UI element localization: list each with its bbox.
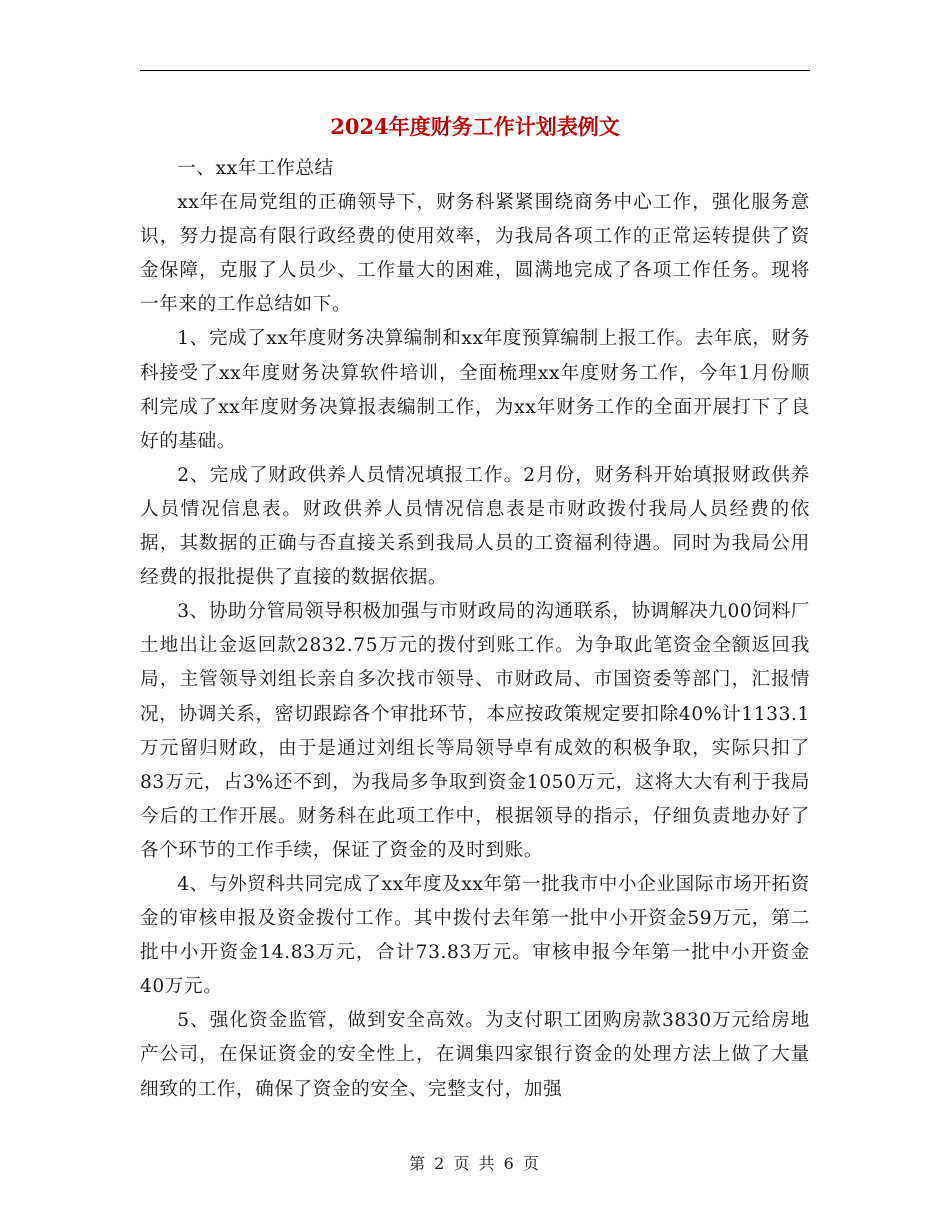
section-heading: 一、xx年工作总结: [177, 158, 334, 179]
document-title: 2024年度财务工作计划表例文: [330, 114, 620, 139]
paragraph-item-4: 4、与外贸科共同完成了xx年度及xx年第一批我市中小企业国际市场开拓资金的审核申报及资金拨付工作。其中拨付去年第一批中小开资金59万元，第二批中小开资金14.83万元，合计73.83万元。审核申报今年第一批中小开资金40万元。: [140, 873, 810, 998]
page-number: 第 2 页 共 6 页: [409, 1154, 541, 1173]
paragraph-item-5: 5、强化资金监管，做到安全高效。为支付职工团购房款3830万元给房地产公司，在保证资金的安全性上，在调集四家银行资金的处理方法上做了大量细致的工作，确保了资金的安全、完整支付，加强: [140, 1010, 810, 1100]
paragraph-item-3: 3、协助分管局领导积极加强与市财政局的沟通联系，协调解决九00饲料厂土地出让金返回款2832.75万元的拨付到账工作。为争取此笔资金全额返回我局，主管领导刘组长亲自多次找市领导、市财政局、市国资委等部门，汇报情况，协调关系，密切跟踪各个审批环节，本应按政策规定要扣除40%计1133.1万元留归财政，由于是通过刘组长等局领导卓有成效的积极争取，实际只扣了83万元，占3%还不到，为我局多争取到资金1050万元，这将大大有利于我局今后的工作开展。财务科在此项工作中，根据领导的指示，仔细负责地办好了各个环节的工作手续，保证了资金的及时到账。: [140, 601, 810, 861]
header-rule: [140, 70, 810, 71]
paragraph-intro: xx年在局党组的正确领导下，财务科紧紧围绕商务中心工作，强化服务意识，努力提高有限行政经费的使用效率，为我局各项工作的正常运转提供了资金保障，克服了人员少、工作量大的困难，圆满地完成了各项工作任务。现将一年来的工作总结如下。: [140, 192, 810, 316]
paragraph-item-1: 1、完成了xx年度财务决算编制和xx年度预算编制上报工作。去年底，财务科接受了xx年度财务决算软件培训，全面梳理xx年度财务工作，今年1月份顺利完成了xx年度财务决算报表编制工作，为xx年财务工作的全面开展打下了良好的基础。: [140, 328, 810, 452]
document-body: [140, 152, 810, 1107]
paragraph-item-2: 2、完成了财政供养人员情况填报工作。2月份，财务科开始填报财政供养人员情况信息表。财政供养人员情况信息表是市财政拨付我局人员经费的依据，其数据的正确与否直接关系到我局人员的工资福利待遇。同时为我局公用经费的报批提供了直接的数据依据。: [140, 464, 810, 589]
